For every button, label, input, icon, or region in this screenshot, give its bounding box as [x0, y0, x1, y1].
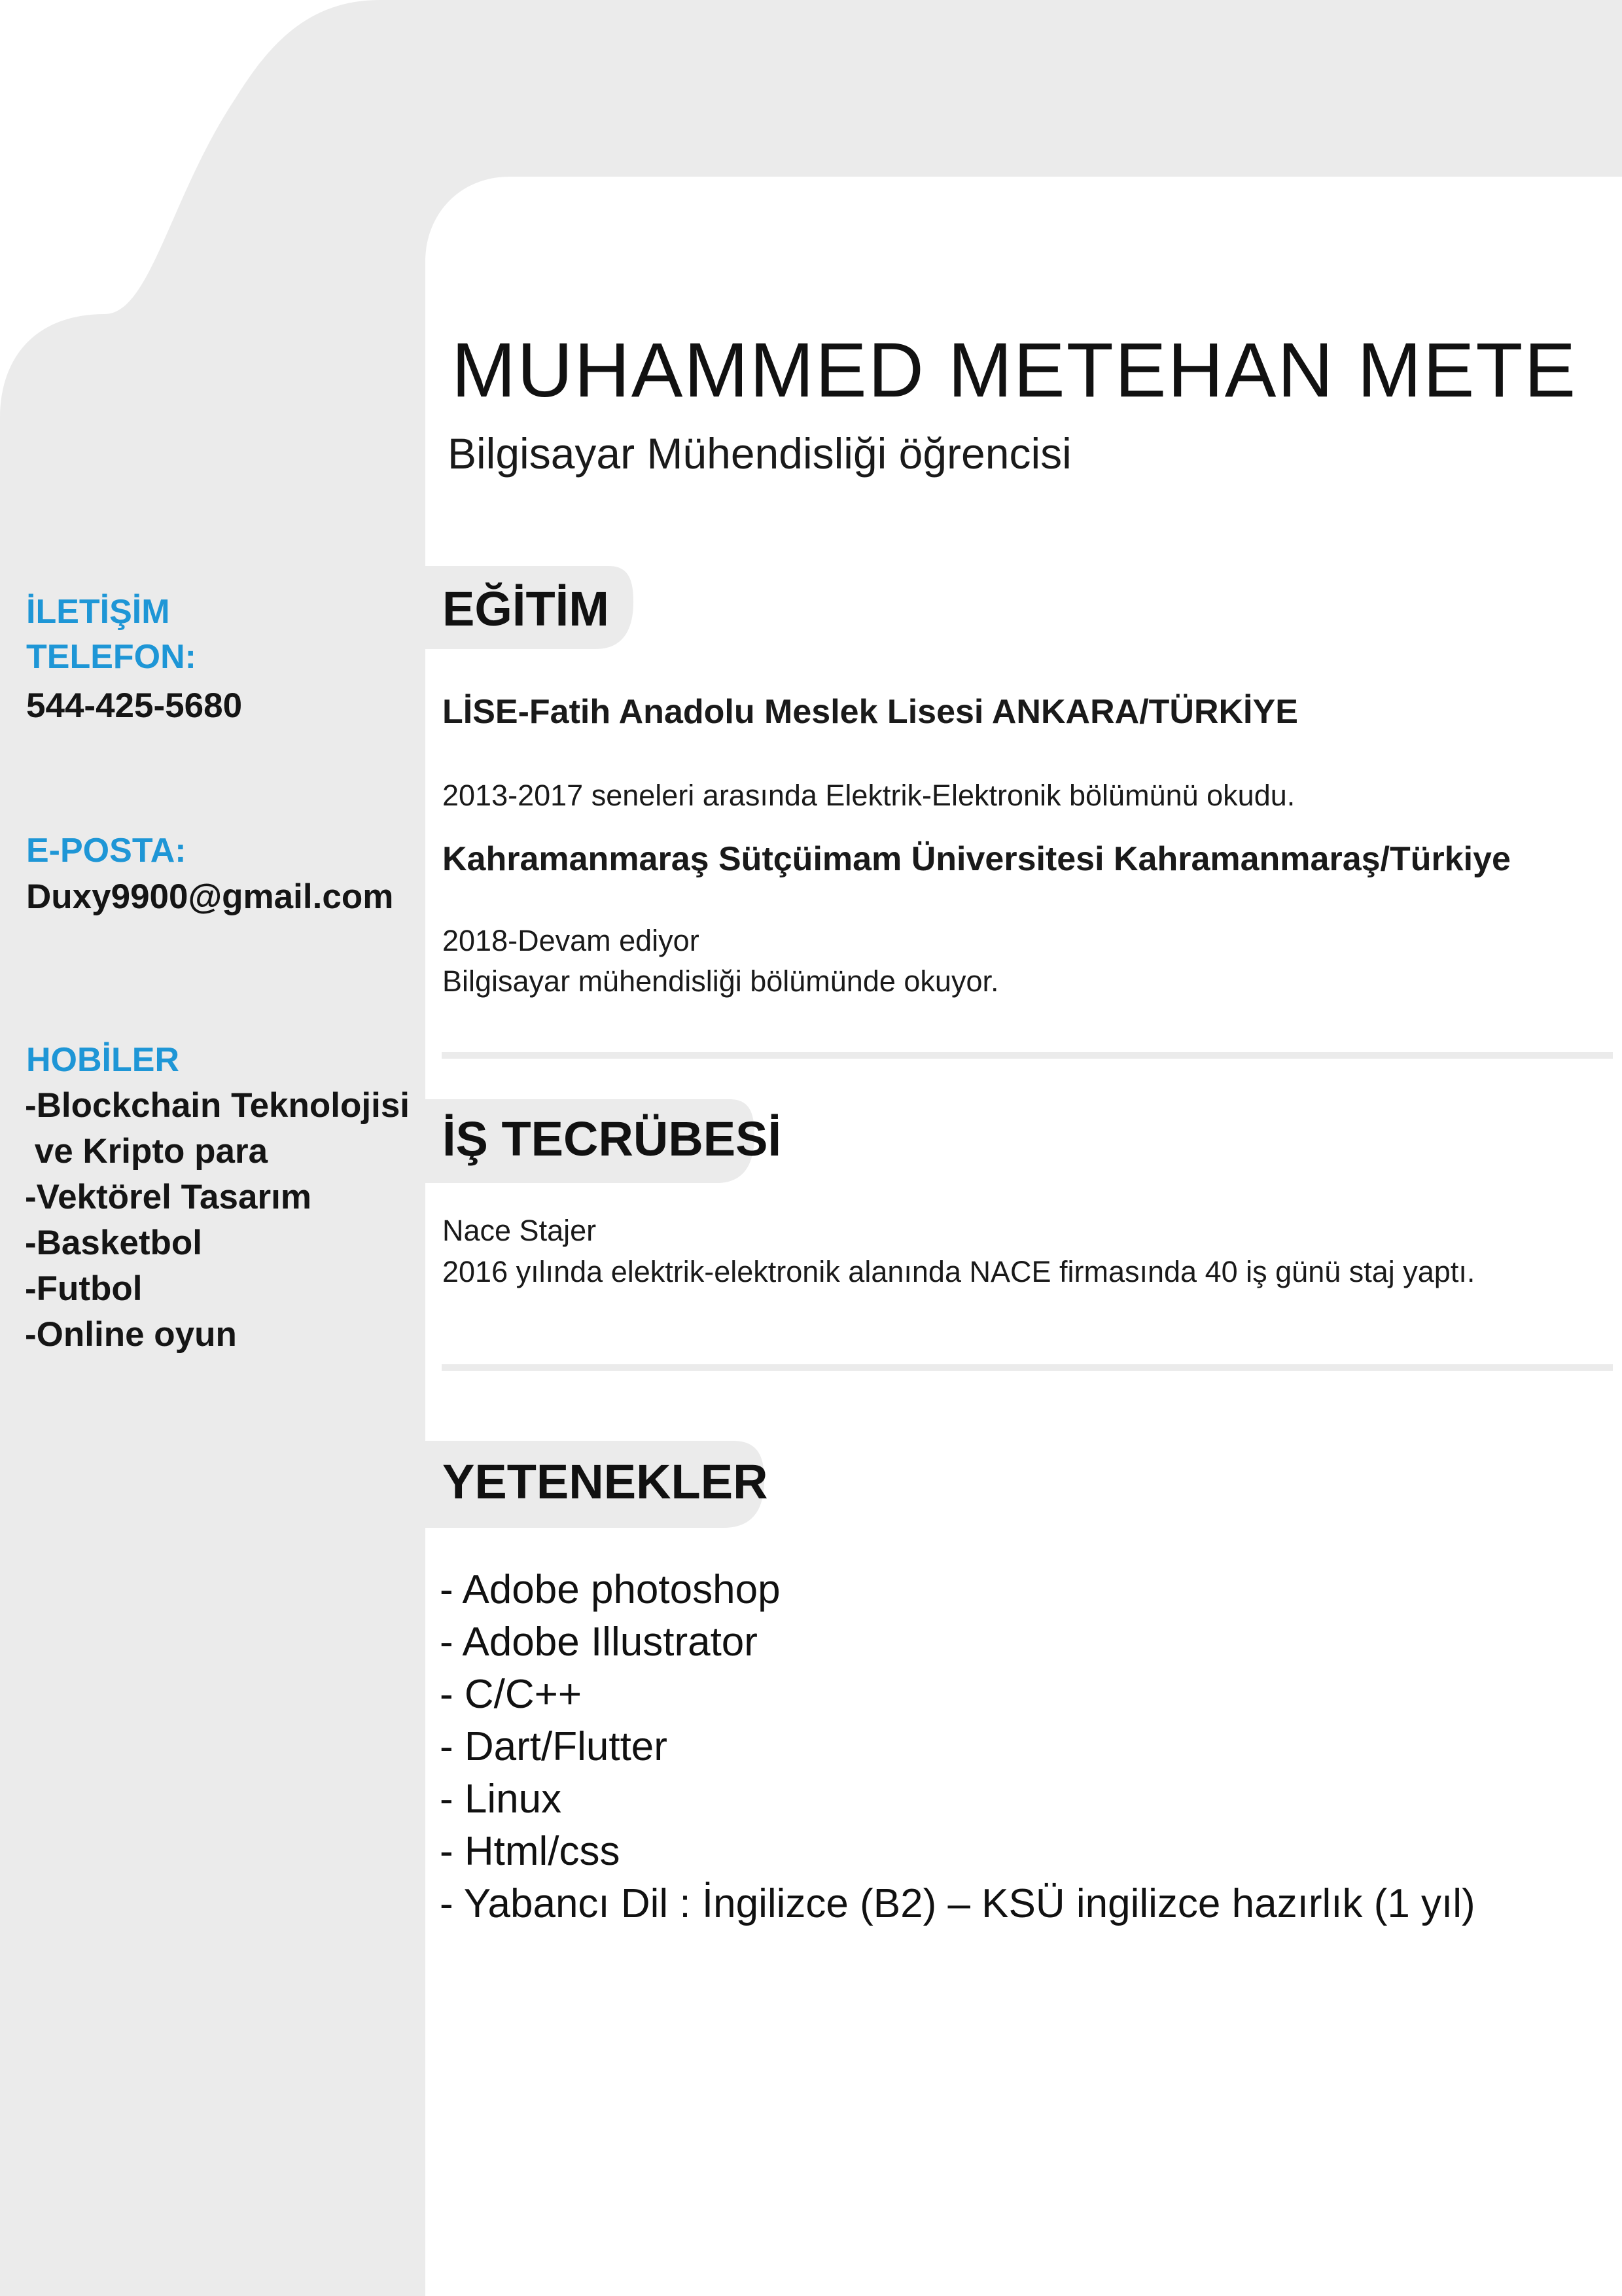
- skill-item: - Yabancı Dil : İngilizce (B2) – KSÜ ingilizce hazırlık (1 yıl): [440, 1881, 1475, 1926]
- hobbies-heading: HOBİLER: [26, 1041, 179, 1079]
- school2-desc: Bilgisayar mühendisliği bölümünde okuyor.: [442, 964, 999, 998]
- skill-item: - Adobe Illustrator: [440, 1619, 758, 1665]
- experience-heading: İŞ TECRÜBESİ: [442, 1112, 782, 1166]
- skill-item: - Linux: [440, 1776, 562, 1822]
- skill-item: - Dart/Flutter: [440, 1724, 667, 1769]
- hobby-item: -Futbol: [25, 1269, 143, 1308]
- person-name: MUHAMMED METEHAN METE: [451, 327, 1578, 414]
- experience-role: Nace Stajer: [442, 1214, 597, 1247]
- section-divider: [442, 1364, 1613, 1371]
- contact-heading: İLETİŞİM: [26, 593, 170, 631]
- skill-item: - Html/css: [440, 1829, 620, 1874]
- skills-heading: YETENEKLER: [442, 1455, 768, 1509]
- section-divider: [442, 1052, 1613, 1059]
- phone-value: 544-425-5680: [26, 686, 243, 725]
- person-title: Bilgisayar Mühendisliği öğrencisi: [448, 429, 1072, 478]
- phone-label: TELEFON:: [26, 638, 196, 676]
- hobby-item: -Online oyun: [25, 1315, 237, 1354]
- email-label: E-POSTA:: [26, 832, 186, 870]
- school1-title: LİSE-Fatih Anadolu Meslek Lisesi ANKARA/TÜRKİYE: [442, 693, 1298, 731]
- school1-desc: 2013-2017 seneleri arasında Elektrik-Elektronik bölümünü okudu.: [442, 779, 1296, 812]
- education-heading: EĞİTİM: [442, 582, 609, 636]
- experience-desc: 2016 yılında elektrik-elektronik alanında NACE firmasında 40 iş günü staj yaptı.: [442, 1255, 1475, 1288]
- school2-period: 2018-Devam ediyor: [442, 924, 699, 957]
- skill-item: - C/C++: [440, 1672, 582, 1717]
- hobby-item: -Vektörel Tasarım: [25, 1178, 311, 1216]
- skill-item: - Adobe photoshop: [440, 1567, 781, 1612]
- hobby-item: ve Kripto para: [25, 1132, 268, 1171]
- email-value: Duxy9900@gmail.com: [26, 877, 394, 916]
- hobby-item: -Basketbol: [25, 1224, 202, 1262]
- school2-title: Kahramanmaraş Sütçüimam Üniversitesi Kahramanmaraş/Türkiye: [442, 840, 1511, 878]
- hobby-item: -Blockchain Teknolojisi: [25, 1086, 410, 1125]
